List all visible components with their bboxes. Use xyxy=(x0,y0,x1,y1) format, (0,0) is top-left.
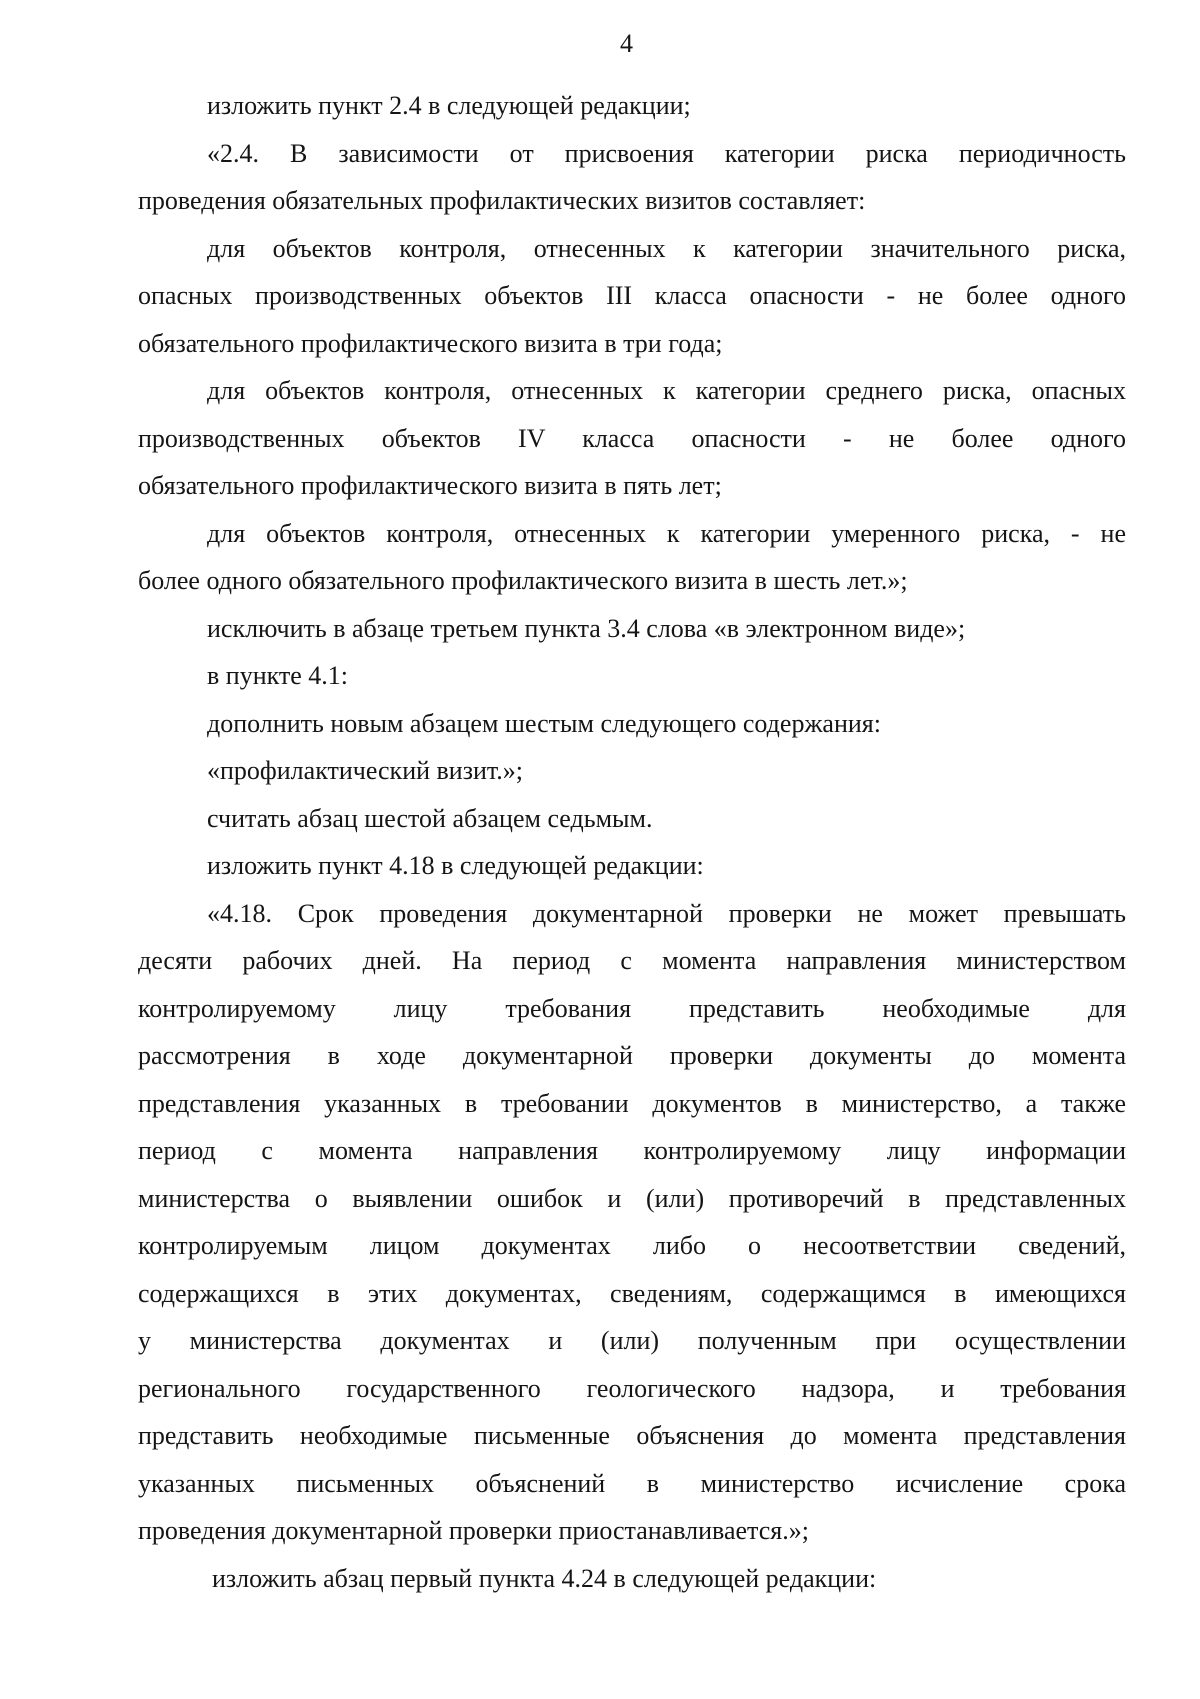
text-line: проведения обязательных профилактических визитов составляет: xyxy=(138,186,866,215)
page-number: 4 xyxy=(620,29,633,58)
text-line: у министерства документах и (или) полученным при осуществлении xyxy=(138,1326,1126,1355)
document-body xyxy=(138,82,1126,1602)
text-line: период с момента направления контролируемому лицу информации xyxy=(138,1136,1126,1165)
text-line: рассмотрения в ходе документарной проверки документы до момента xyxy=(138,1041,1126,1070)
paragraph xyxy=(138,82,1126,130)
text-line: для объектов контроля, отнесенных к категории среднего риска, опасных xyxy=(207,376,1126,405)
text-line: представления указанных в требовании документов в министерство, а также xyxy=(138,1088,1126,1118)
text-line: для объектов контроля, отнесенных к категории значительного риска, xyxy=(207,233,1126,263)
text-line: изложить абзац первый пункта 4.24 в следующей редакции: xyxy=(212,1563,877,1593)
text-line: исключить в абзаце третьем пункта 3.4 слова «в электронном виде»; xyxy=(207,613,966,643)
text-line: содержащихся в этих документах, сведениям, содержащимся в имеющихся xyxy=(138,1278,1126,1308)
text-line: представить необходимые письменные объяснения до момента представления xyxy=(138,1421,1126,1450)
paragraph xyxy=(138,1555,1126,1603)
text-line: изложить пункт 2.4 в следующей редакции; xyxy=(207,91,691,120)
paragraph xyxy=(138,510,1126,605)
text-line: контролируемому лицу требования представить необходимые для xyxy=(138,993,1126,1023)
text-line: десяти рабочих дней. На период с момента направления министерством xyxy=(138,946,1126,975)
paragraph xyxy=(138,225,1126,368)
text-line: для объектов контроля, отнесенных к категории умеренного риска, - не xyxy=(207,518,1126,548)
text-line: «4.18. Срок проведения документарной проверки не может превышать xyxy=(207,898,1126,928)
text-line: указанных письменных объяснений в министерство исчисление срока xyxy=(138,1468,1126,1498)
text-line: производственных объектов IV класса опасности - не более одного xyxy=(138,423,1126,453)
paragraph xyxy=(138,890,1126,1555)
text-line: министерства о выявлении ошибок и (или) противоречий в представленных xyxy=(138,1183,1126,1213)
paragraph xyxy=(138,842,1126,890)
text-line: дополнить новым абзацем шестым следующего содержания: xyxy=(207,708,881,738)
paragraph xyxy=(138,747,1126,795)
paragraph xyxy=(138,652,1126,700)
text-line: опасных производственных объектов III класса опасности - не более одного xyxy=(138,281,1126,310)
text-line: в пункте 4.1: xyxy=(207,661,349,690)
text-line: изложить пункт 4.18 в следующей редакции: xyxy=(207,851,704,880)
text-line: более одного обязательного профилактического визита в шесть лет.»; xyxy=(138,566,908,595)
paragraph xyxy=(138,367,1126,510)
text-line: обязательного профилактического визита в три года; xyxy=(138,328,723,358)
text-line: контролируемым лицом документах либо о несоответствии сведений, xyxy=(138,1231,1126,1260)
text-line: обязательного профилактического визита в пять лет; xyxy=(138,471,722,500)
text-line: регионального государственного геологического надзора, и требования xyxy=(138,1373,1126,1403)
text-line: «профилактический визит.»; xyxy=(207,756,524,785)
text-line: «2.4. В зависимости от присвоения категории риска периодичность xyxy=(207,138,1126,168)
text-line: проведения документарной проверки приостанавливается.»; xyxy=(138,1516,809,1545)
paragraph xyxy=(138,130,1126,225)
paragraph xyxy=(138,795,1126,843)
text-line: считать абзац шестой абзацем седьмым. xyxy=(207,803,653,833)
paragraph xyxy=(138,605,1126,653)
paragraph xyxy=(138,700,1126,748)
